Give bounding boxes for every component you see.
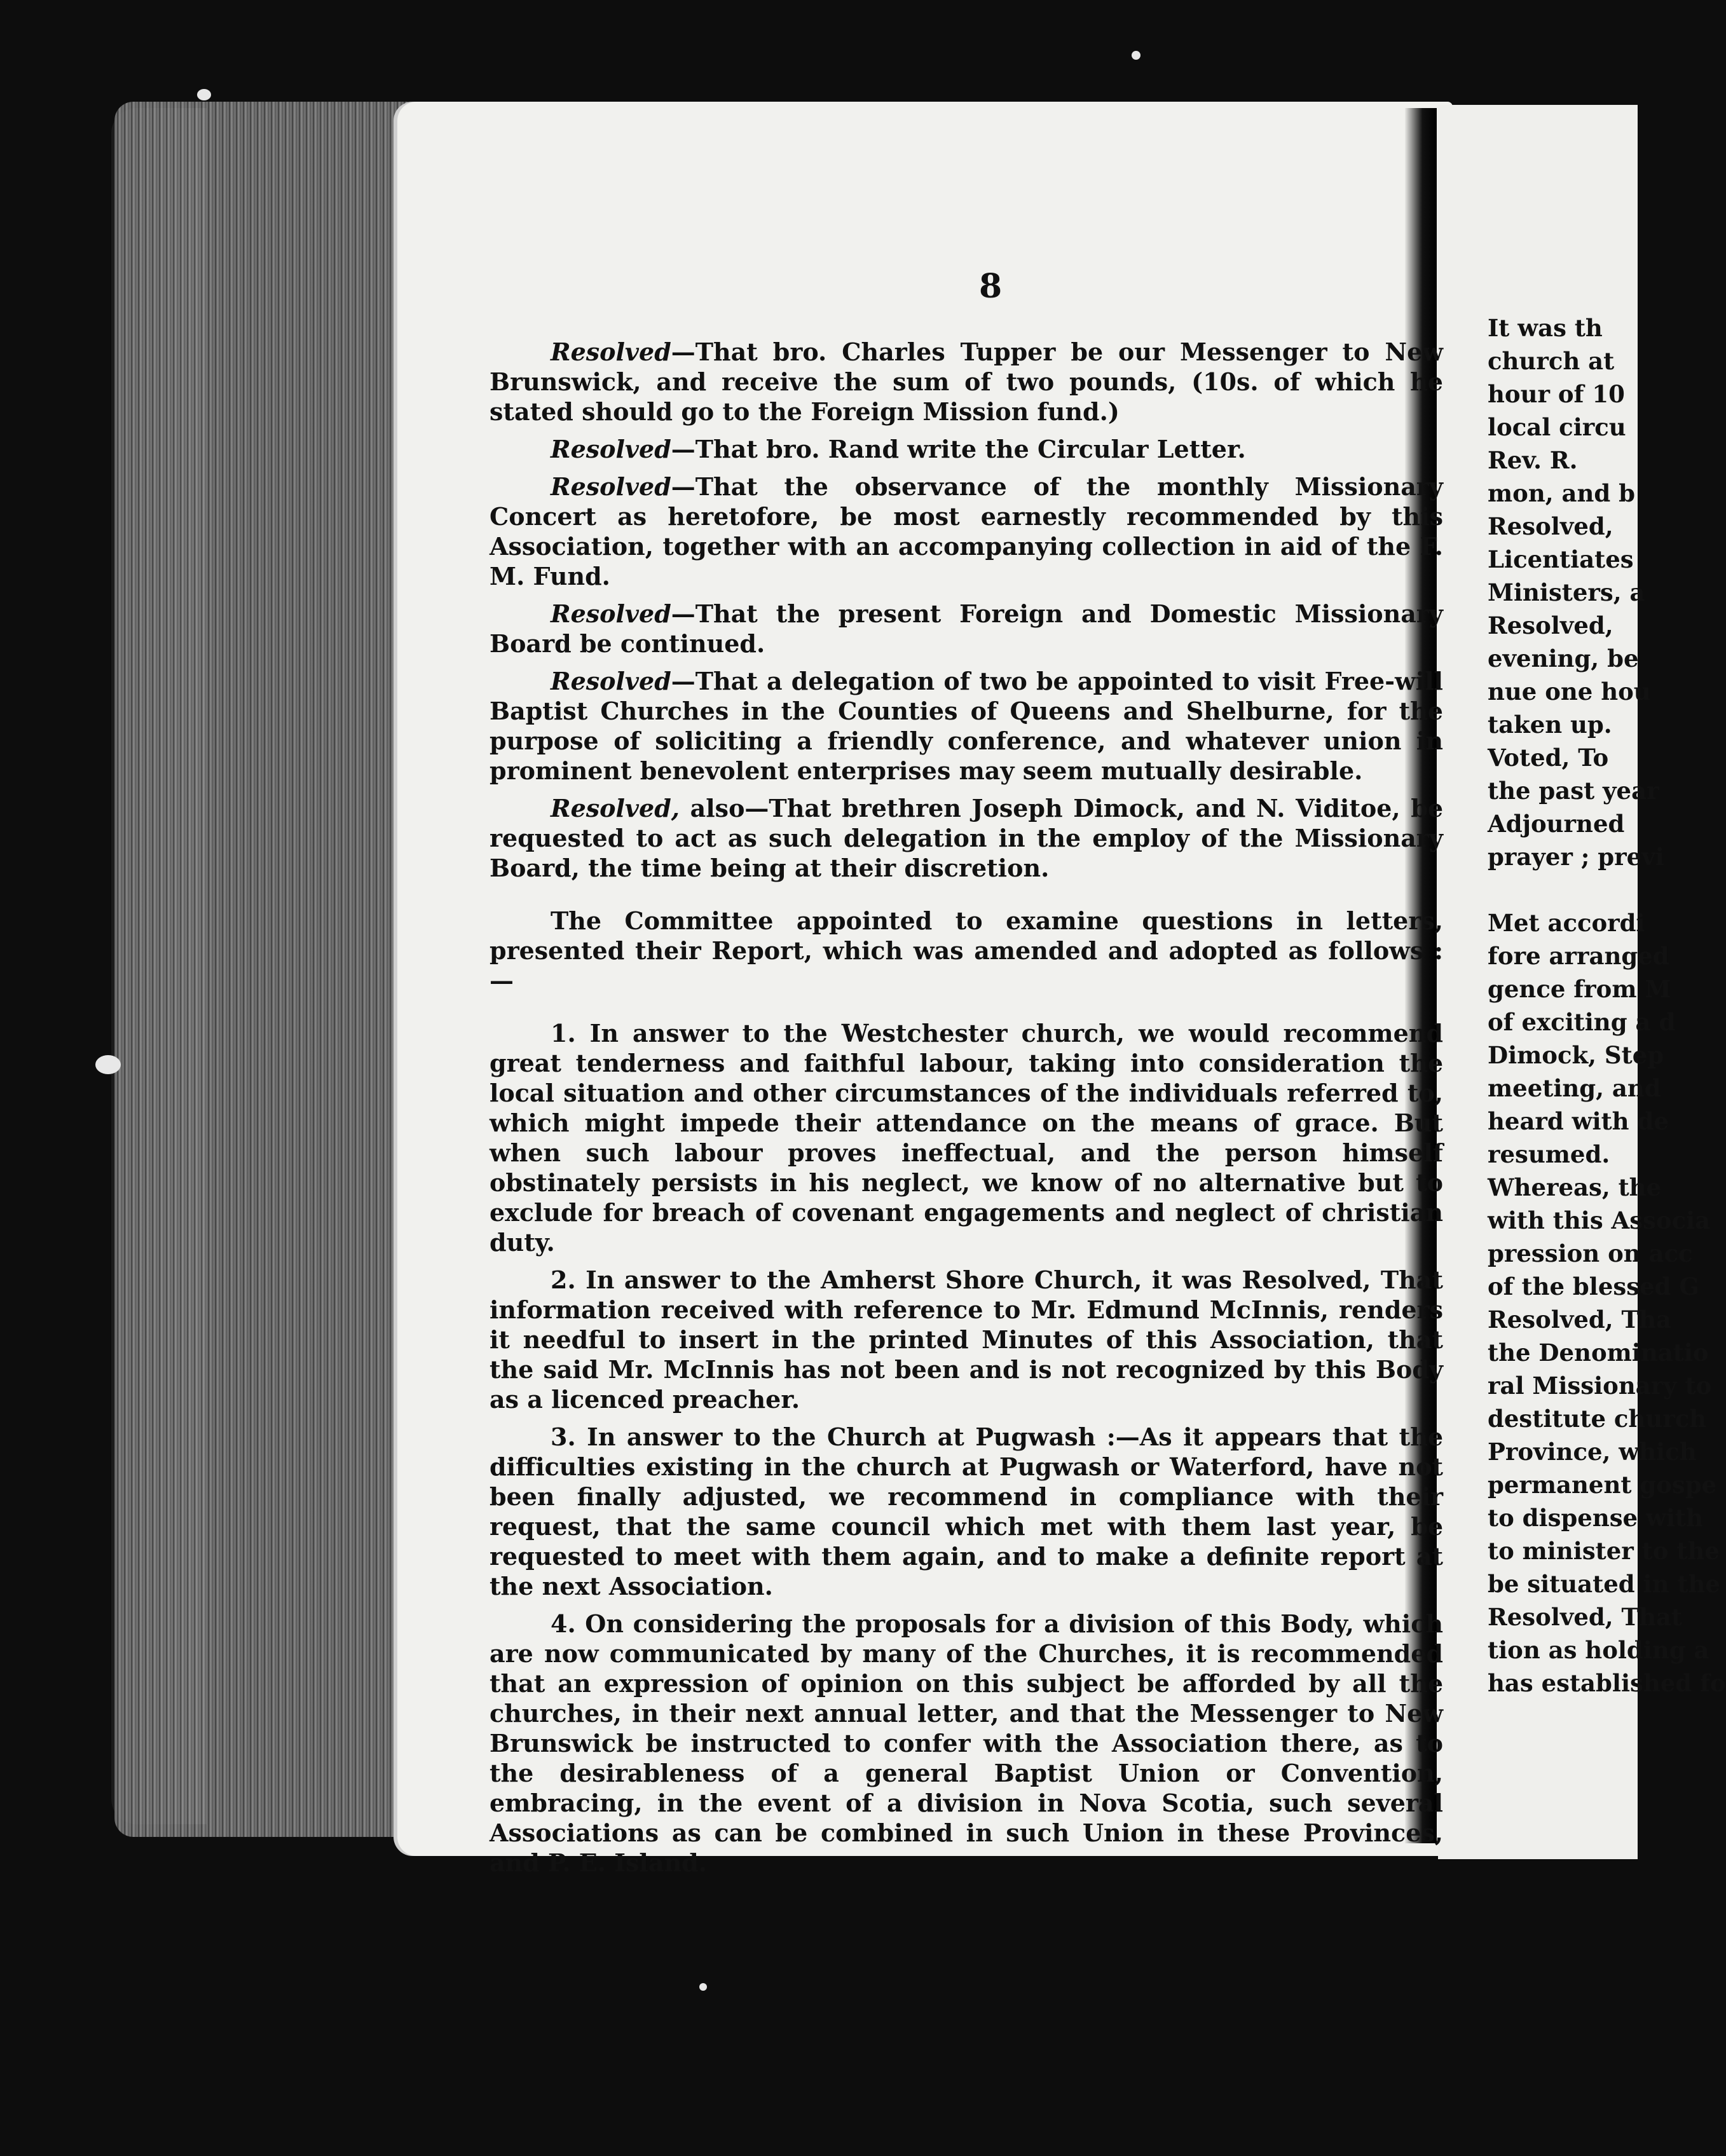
paragraph-resolved-circular-letter: Resolved—That bro. Rand write the Circular Letter. [551, 435, 1246, 463]
dust-speck [95, 1055, 121, 1074]
right-page-line: has established fo [1488, 1669, 1726, 1697]
right-page-line: church at [1488, 347, 1615, 375]
right-page-line: Licentiates [1488, 545, 1634, 573]
right-page-line: pression on acc [1488, 1239, 1693, 1267]
right-page-line: permanent gospe [1488, 1471, 1717, 1499]
right-page-line: Resolved, Tha [1488, 1306, 1671, 1334]
page-body [490, 337, 1443, 1885]
right-page-line: Ministers, a [1488, 578, 1645, 606]
paragraph-committee-report: The Committee appointed to examine questions in letters, presented their Report, which was amended and adopted as follows :— [490, 906, 1443, 995]
dust-speck [1132, 51, 1140, 60]
right-page-line: the past year [1488, 777, 1659, 805]
paragraph-answer-4: 4. On considering the proposals for a division of this Body, which are now communicated by many of the Churches, it is recommended that an expression of opinion on this subject be afforded by all the churches, in their next annual letter, and that the Messenger to New Brunswick be instructed to confer with the Association there, as to the desirableness of a general Baptist Union or Convention, embracing, in the event of a division in Nova Scotia, such several Associations as can be combined in such Union in these Provinces, and P. E. Island. [490, 1609, 1443, 1877]
page-number: 8 [979, 267, 1003, 306]
right-page-line: with this Associa [1488, 1206, 1711, 1234]
right-page-line: prayer ; previ [1488, 843, 1664, 871]
right-page-line: Met accordi [1488, 909, 1645, 937]
paragraph-answer-2: 2. In answer to the Amherst Shore Church, it was Resolved, That information received with reference to Mr. Edmund McInnis, renders it needful to insert in the printed Minutes of this Association, that the said Mr. McInnis has not been and is not recognized by this Body as a licenced preacher. [490, 1266, 1443, 1414]
right-page-line: destitute church [1488, 1405, 1707, 1433]
right-page-line: Resolved, [1488, 512, 1613, 540]
paragraph-resolved-missionary-board: Resolved—That the present Foreign and Domestic Missionary Board be continued. [490, 599, 1443, 658]
paragraph-resolved-missionary-concert: Resolved—That the observance of the monthly Missionary Concert as heretofore, be most earnestly recommended by this Association, together with an accompanying collection in aid of the F. M. Fund. [490, 472, 1443, 590]
right-page-line: It was th [1488, 314, 1603, 342]
right-page-line: meeting, and [1488, 1074, 1661, 1102]
page-edges [114, 102, 426, 1837]
right-page-line: mon, and b [1488, 479, 1635, 507]
right-page-line: of exciting a d [1488, 1008, 1676, 1036]
right-page-line: Resolved, [1488, 611, 1613, 639]
right-page-line: ral Missionary to [1488, 1372, 1712, 1400]
right-page-line: Whereas, the [1488, 1173, 1662, 1201]
right-page-line: hour of 10 [1488, 380, 1625, 408]
right-page-line: to dispense with [1488, 1504, 1703, 1532]
right-page-line: be situated in the [1488, 1570, 1720, 1598]
right-page-line [1488, 873, 1640, 906]
right-page-line: Rev. R. [1488, 446, 1578, 474]
right-page-line: evening, be [1488, 645, 1639, 672]
right-page-line: Dimock, Step [1488, 1041, 1664, 1069]
right-page-line: Resolved, That [1488, 1603, 1683, 1631]
right-page-line: fore arranged [1488, 942, 1669, 970]
right-page-line: of the blessed G [1488, 1272, 1699, 1300]
right-page-line: the Denominatio [1488, 1339, 1709, 1367]
paragraph-resolved-messenger: Resolved—That bro. Charles Tupper be our Messenger to New Brunswick, and receive the sum of two pounds, (10s. of which he stated should go to the Foreign Mission fund.) [490, 338, 1443, 426]
paragraph-resolved-also: Resolved, also—That brethren Joseph Dimock, and N. Viditoe, be requested to act as such delegation in the employ of the Missionary Board, the time being at their discretion. [490, 794, 1443, 882]
right-page-line: gence from M [1488, 975, 1671, 1003]
paragraph-resolved-delegation: Resolved—That a delegation of two be appointed to visit Free-will Baptist Churches in the Counties of Queens and Shelburne, for the purpose of soliciting a friendly conference, and whatever union in prominent benevolent enterprises may seem mutually desirable. [490, 667, 1443, 785]
dust-speck [699, 1983, 707, 1991]
right-page-line: Voted, To [1488, 744, 1609, 772]
paragraph-answer-3: 3. In answer to the Church at Pugwash :—As it appears that the difficulties existing in the church at Pugwash or Waterford, have not been finally adjusted, we recommend in compliance with their request, that the same council which met with them last year, be requested to meet with them again, and to make a definite report at the next Association. [490, 1423, 1443, 1600]
right-page-text [1488, 311, 1726, 1700]
right-page-line: tion as holding a [1488, 1636, 1709, 1664]
right-page-line: taken up. [1488, 711, 1612, 739]
right-page-line: local circu [1488, 413, 1626, 441]
right-page-line: heard with de [1488, 1107, 1669, 1135]
right-page-line: resumed. [1488, 1140, 1610, 1168]
paragraph-answer-1: 1. In answer to the Westchester church, we would recommend great tenderness and faithful labour, taking into consideration the local situation and other circumstances of the individuals referred to, which might impede their attendance on the means of grace. But when such labour proves ineffectual, and the person himself obstinately persists in his neglect, we know of no alternative but to exclude for breach of covenant engagements and neglect of christian duty. [490, 1019, 1443, 1257]
right-page-line: Province, which [1488, 1438, 1697, 1466]
right-page-line: to minister to the [1488, 1537, 1720, 1565]
right-page-line: Adjourned [1488, 810, 1625, 838]
dust-speck [197, 89, 211, 100]
right-page-line: nue one hou [1488, 678, 1651, 706]
